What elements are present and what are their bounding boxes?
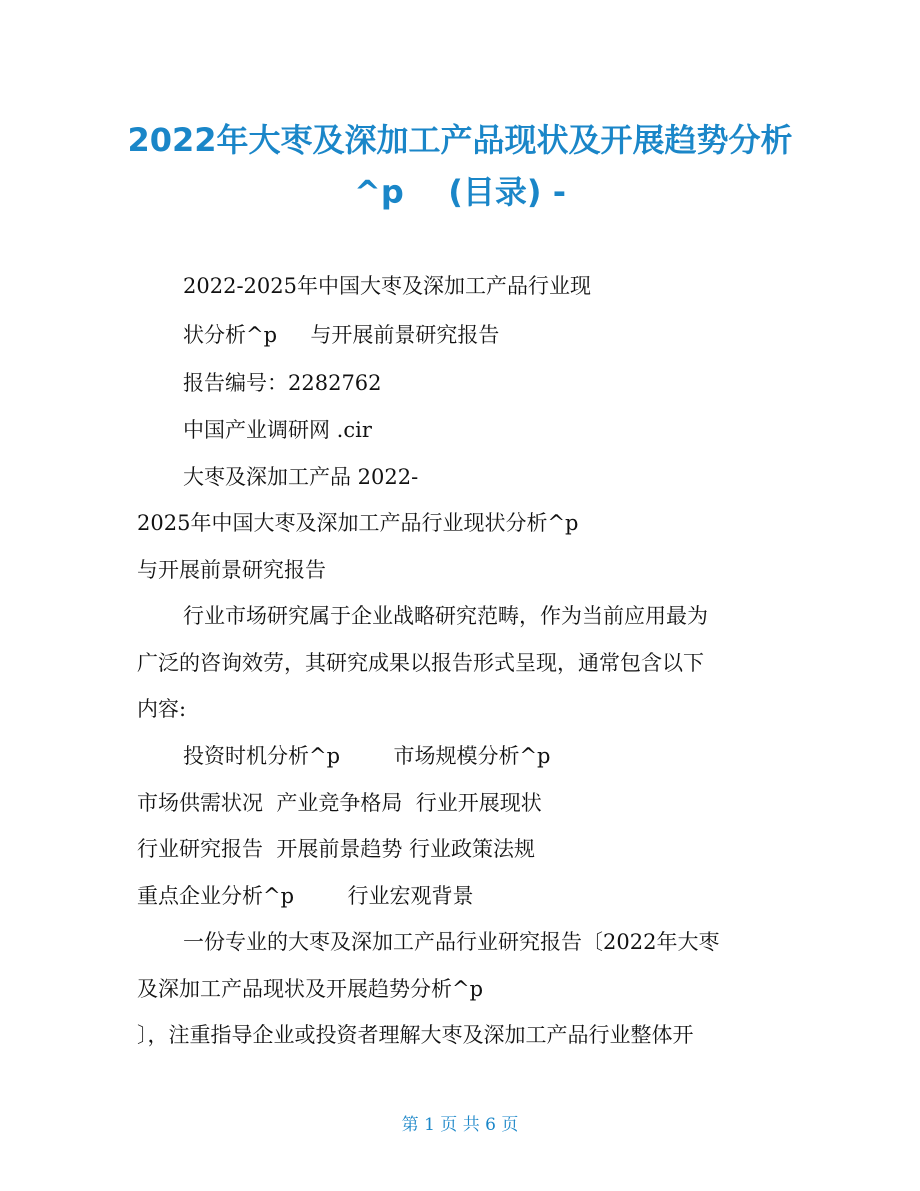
content-list-row-2: 市场供需状况 产业竞争格局 行业开展现状 bbox=[137, 791, 542, 815]
page-footer: 第 1 页 共 6 页 bbox=[401, 1115, 519, 1135]
paragraph-2-line-1: 一份专业的大枣及深加工产品行业研究报告〔2022年大枣 bbox=[183, 930, 720, 954]
paragraph-2-line-2: 及深加工产品现状及开展趋势分析^p bbox=[137, 977, 484, 1001]
document-title-line-1: 2022年大枣及深加工产品现状及开展趋势分析 bbox=[127, 121, 793, 159]
report-title-line-1: 2022-2025年中国大枣及深加工产品行业现 bbox=[183, 274, 591, 298]
report-subject-line-1: 大枣及深加工产品 2022- bbox=[183, 465, 419, 489]
report-subject-line-3: 与开展前景研究报告 bbox=[137, 558, 326, 582]
paragraph-1-line-3: 内容: bbox=[137, 697, 187, 721]
paragraph-1-line-1: 行业市场研究属于企业战略研究范畴，作为当前应用最为 bbox=[183, 604, 708, 628]
report-number: 报告编号：2282762 bbox=[183, 371, 382, 395]
paragraph-1-line-2: 广泛的咨询效劳，其研究成果以报告形式呈现，通常包含以下 bbox=[137, 651, 704, 675]
content-list-row-1: 投资时机分析^p 市场规模分析^p bbox=[183, 744, 551, 768]
source-name: 中国产业调研网 .cir bbox=[183, 418, 372, 442]
report-title-line-2: 状分析^p 与开展前景研究报告 bbox=[183, 323, 500, 347]
paragraph-2-line-3: 〕，注重指导企业或投资者理解大枣及深加工产品行业整体开 bbox=[137, 1023, 694, 1047]
content-list-row-3: 行业研究报告 开展前景趋势 行业政策法规 bbox=[137, 837, 536, 861]
report-subject-line-2: 2025年中国大枣及深加工产品行业现状分析^p bbox=[137, 511, 579, 535]
document-title-line-2: ^p (目录) - bbox=[354, 173, 566, 211]
content-list-row-4: 重点企业分析^p 行业宏观背景 bbox=[137, 884, 474, 908]
